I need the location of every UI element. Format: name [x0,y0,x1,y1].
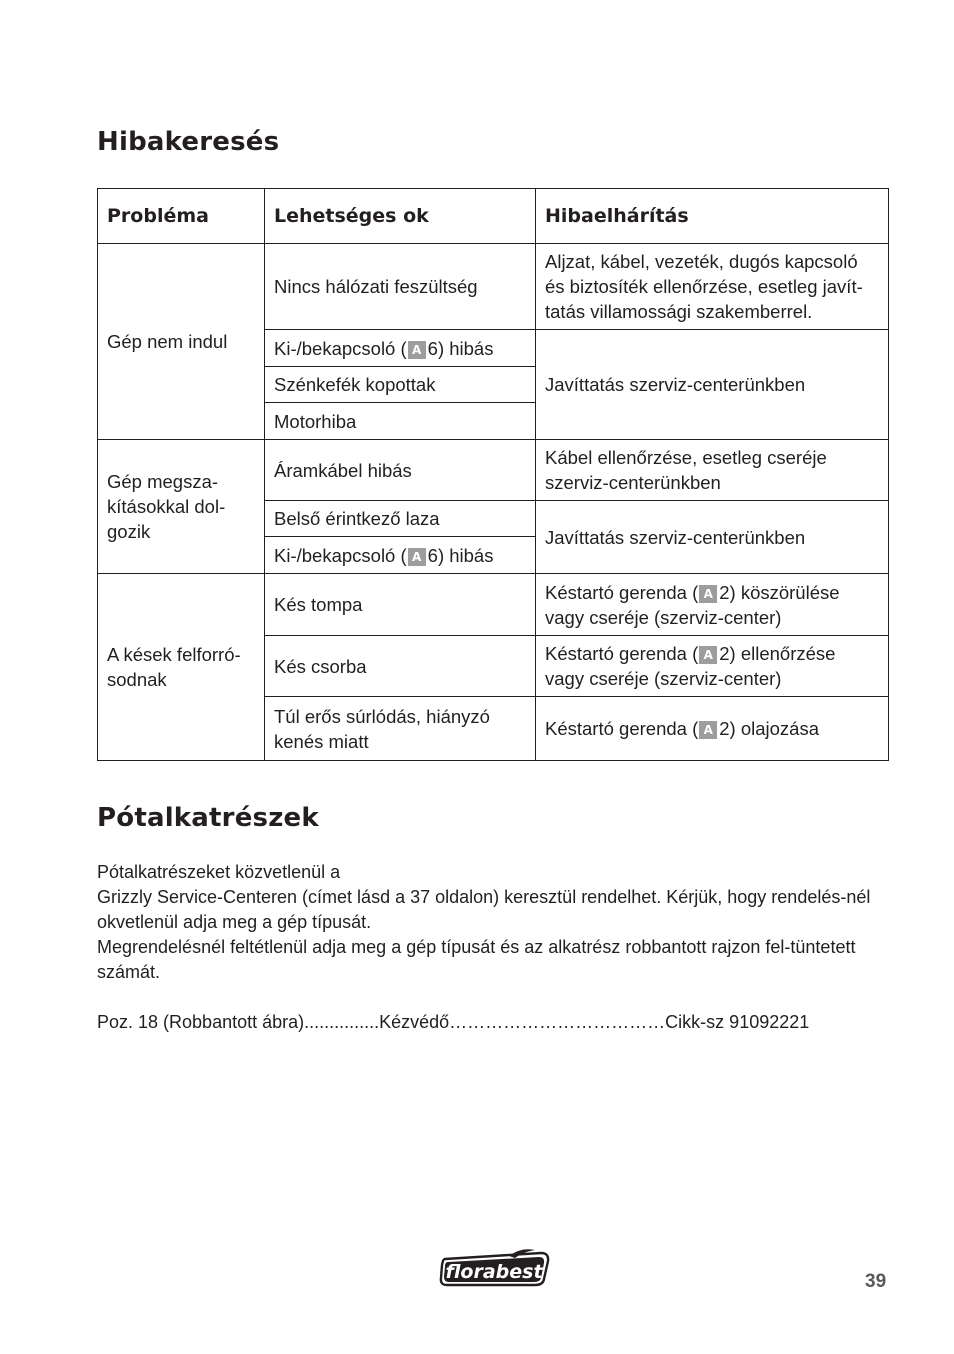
fix-cell: Késtartó gerenda ( A 2) olajozása [536,697,889,761]
cause-cell: Nincs hálózati feszültség [265,244,536,330]
fix-cell: Javíttatás szerviz-centerünkben [536,330,889,440]
cause-cell: Belső érintkező laza [265,501,536,537]
troubleshooting-table [97,188,889,761]
cause-cell: Áramkábel hibás [265,440,536,501]
header-cause: Lehetséges ok [265,189,536,244]
problem-cell: A kések felforró-sodnak [98,574,265,761]
figure-a-badge: A [408,341,426,359]
fix-cell: Javíttatás szerviz-centerünkben [536,501,889,574]
cause-cell: Ki-/bekapcsoló ( A 6) hibás [265,537,536,574]
table-header-row [98,189,889,244]
page-number: 39 [865,1271,887,1292]
figure-a-badge: A [699,721,717,739]
cause-cell: Kés csorba [265,636,536,697]
header-fix: Hibaelhárítás [536,189,889,244]
header-problem: Probléma [98,189,265,244]
cause-cell: Kés tompa [265,574,536,636]
section-title-troubleshooting: Hibakeresés [97,127,280,157]
spare-parts-paragraph [97,860,887,985]
florabest-logo [439,1247,551,1289]
table-row [98,574,889,636]
part-number-line: Poz. 18 (Robbantott ábra)...............Kézvédő………………………………Cikk-sz 91092221 [97,1012,810,1032]
cause-cell: Motorhiba [265,403,536,440]
figure-a-badge: A [699,585,717,603]
logo-text: florabest [445,1261,543,1283]
paragraph-line: Pótalkatrészeket közvetlenül a [97,862,341,882]
cause-cell: Ki-/bekapcsoló ( A 6) hibás [265,330,536,367]
fix-cell: Késtartó gerenda ( A 2) ellenőrzése vagy cseréje (szerviz-center) [536,636,889,697]
problem-cell: Gép nem indul [98,244,265,440]
cause-cell: Szénkefék kopottak [265,367,536,403]
fix-cell: Kábel ellenőrzése, esetleg cseréje szerviz-centerünkben [536,440,889,501]
problem-cell: Gép megsza-kításokkal dol-gozik [98,440,265,574]
table-row [98,244,889,330]
fix-cell: Aljzat, kábel, vezeték, dugós kapcsoló és biztosíték ellenőrzése, esetleg javít-tatás villamossági szakemberrel. [536,244,889,330]
paragraph-line: Grizzly Service-Centeren (címet lásd a 37 oldalon) keresztül rendelhet. Kérjük, hogy rendelés-nél okvetlenül adja meg a gép típusát. [97,887,871,932]
fix-cell: Késtartó gerenda ( A 2) köszörülése vagy cseréje (szerviz-center) [536,574,889,636]
figure-a-badge: A [408,548,426,566]
figure-a-badge: A [699,646,717,664]
section-title-spare-parts: Pótalkatrészek [97,803,319,833]
table-row [98,440,889,501]
paragraph-line: Megrendelésnél feltétlenül adja meg a gép típusát és az alkatrész robbantott rajzon fel-tüntetett számát. [97,937,856,982]
cause-cell: Túl erős súrlódás, hiányzó kenés miatt [265,697,536,761]
